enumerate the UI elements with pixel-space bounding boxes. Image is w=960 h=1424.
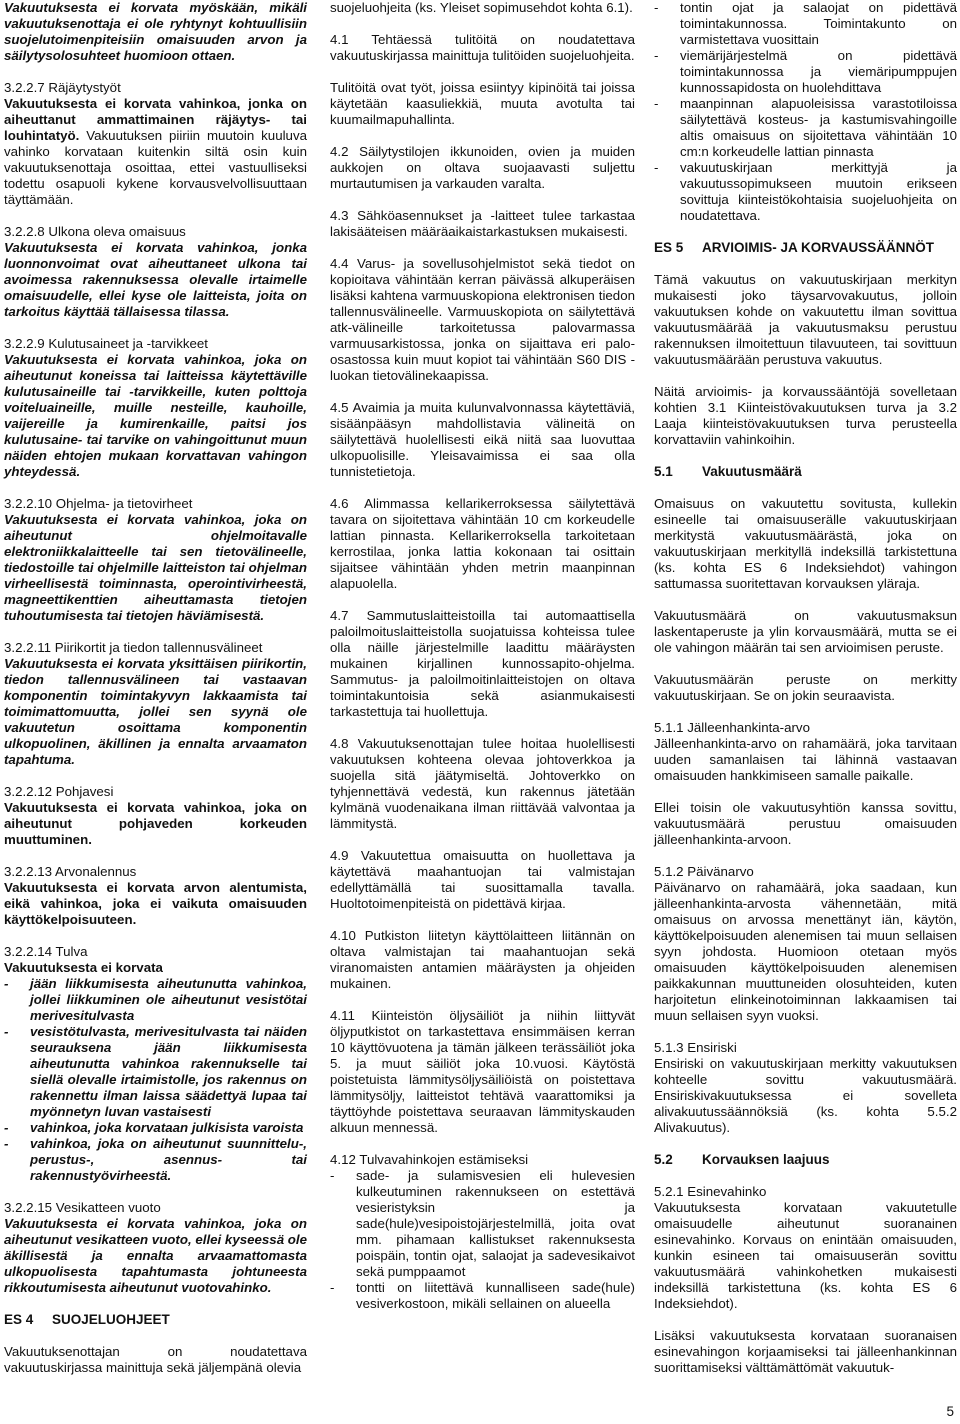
flood-prevention-list — [330, 1168, 635, 1312]
section-bold-text: Vakuutuksesta ei korvata vahinkoa, joka on aiheutunut ohjelmoitavalle elektroniikkalaitteelle tai sen tietovälineelle, tiedostoille tai ohjelmille laitteiston tai ohjelman virheellisestä toiminnasta, operointivirheestä, magneettikenttien aiheuttamasta tietojen tuhoutumisesta tai tietojen häviämisestä. — [4, 512, 307, 623]
es5-heading — [654, 240, 957, 256]
paragraph-4-9: 4.9 Vakuutettua omaisuutta on huollettava ja käytettävä maahantuojan tai valmistajan edellyttämällä tai suosittamalla tavalla. Huoltotoimenpiteistä on pidettävä kirjaa. — [330, 848, 635, 911]
heading-number: 5.1 — [654, 464, 673, 479]
list-item: - tontti on liitettävä kunnalliseen sade(hule) vesiverkostoon, mikäli sellainen on alueella — [330, 1280, 635, 1312]
section-text: Vakuutuksesta korvataan vakuutetulle omaisuudelle aiheutunut suoranainen esinevahinko. Korvaus on enintään omaisuuden, kunkin esineen tai omaisuuserän sovittu vakuutusmäärä vahinkohetken mukaisesti indeksillä tarkistettuna (ks. kohta ES 6 Indeksiehdot). — [654, 1200, 957, 1311]
section-title: 3.2.2.11 Piirikortit ja tiedon tallennusvälineet — [4, 640, 263, 655]
heading-title: Vakuutusmäärä — [702, 464, 802, 479]
paragraph: Vakuutusmäärä on vakuutusmaksun laskentaperuste ja ylin korvausmäärä, mutta se ei ole vahingon määrän tai sen arvioimisen peruste. — [654, 608, 957, 655]
section-5-1-1 — [654, 720, 957, 784]
es4-heading — [4, 1312, 307, 1328]
section-5-1-2 — [654, 864, 957, 1024]
section-3-2-2-8 — [4, 224, 307, 320]
section-3-2-2-7 — [4, 80, 307, 208]
heading-number: ES 5 — [654, 240, 684, 255]
list-item: - viemärijärjestelmä on pidettävä toimintakunnossa ja viemäripumppujen kunnossapidosta on huolehdittava — [654, 48, 957, 96]
paragraph-4-6: 4.6 Alimmassa kellarikerroksessa säilytettävä tavara on sijoitettava vähintään 10 cm korkeudelle lattian pinnasta. Kellarikerroksella tarkoitetaan kerrostilaa, jonka lattia kokonaan tai osittain sijaitsee vähintään yhden metrin maanpinnan alapuolella. — [330, 496, 635, 591]
paragraph-4-5: 4.5 Avaimia ja muita kulunvalvonnassa käytettäviä, sisäänpääsyn mahdollistavia välineitä on säilytettävä huolellisesti eikä niitä saa luovuttaa ulkopuolisille. Yleisavaimissa ei saa olla tunnistetietoja. — [330, 400, 635, 479]
section-3-2-2-15 — [4, 1200, 307, 1296]
flood-prevention-list-continued — [654, 0, 957, 224]
section-5-2-heading — [654, 1152, 957, 1168]
section-bold-text: Vakuutuksesta ei korvata yksittäisen piirikortin, tiedon tallennusvälineen tai vastaavan komponentin toimintakyvyn lakkaamista tai toimimattomuutta, jollei sen syynä ole vakuutetun osoittama komponentin ulkopuolinen, äkillinen ja ennalta arvaamaton tapahtuma. — [4, 656, 307, 767]
heading-number: ES 4 — [4, 1312, 34, 1327]
list-item: - sade- ja sulamisvesien eli hulevesien kulkeutuminen rakennukseen on estettävä vesieristyksin ja sade(hule)vesipoistojärjestelmillä, joita ovat mm. pihamaan kallistukset rakennuksesta poispäin, tontin ojat, salaojat ja sadevesikaivot sekä pumppaamot — [330, 1168, 635, 1280]
section-title: 3.2.2.13 Arvonalennus — [4, 864, 137, 879]
heading-title: ARVIOIMIS- JA KORVAUSSÄÄNNÖT — [702, 240, 935, 255]
heading-title: SUOJELUOHJEET — [52, 1312, 170, 1327]
paragraph: Lisäksi vakuutuksesta korvataan suoranaisen esinevahingon korjaamiseksi tai jälleenhankinnan suorittamiseksi välttämättömät vakuutuk- — [654, 1328, 957, 1375]
paragraph-4-1: 4.1 Tehtäessä tulitöitä on noudatettava vakuutuskirjassa mainittuja tulitöiden suojeluohjeita. — [330, 32, 635, 63]
section-3-2-2-11 — [4, 640, 307, 768]
section-title: 4.12 Tulvavahinkojen estämiseksi — [330, 1152, 529, 1167]
paragraph-4-10: 4.10 Putkiston liitetyn käyttölaitteen liitännän on oltava valmistajan tai maahantuojan sekä viranomaisten antamien määräysten ja ohjeiden mukainen. — [330, 928, 635, 991]
paragraph: Omaisuus on vakuutettu sovitusta, kullekin esineelle tai omaisuuserälle vakuutuskirjaan merkitystä vakuutusmäärästä, joka on vakuutuskirjaan merkityllä indeksillä tarkistettuna (ks. kohta ES 6 Indeksiehdot) vahingon sattumassa suoritettavan korvauksen yläraja. — [654, 496, 957, 591]
heading-title: Korvauksen laajuus — [702, 1152, 830, 1167]
paragraph-4-3: 4.3 Sähköasennukset ja -laitteet tulee tarkastaa lakisääteisen määräaikaistarkastuksen mukaisesti. — [330, 208, 635, 239]
es5-paragraph-1: Tämä vakuutus on vakuutuskirjaan merkityn mukaisesti joko täysarvovakuutus, jolloin vakuutuksen kohde on vakuutettu ilman sovittua vakuutusmäärää ja vakuutusmaksu perustuu rakennuksen ilmoitettuun tilavuuteen, tai sovittuun vakuutusmäärään perustuva vakuutus. — [654, 272, 957, 367]
section-5-1-3 — [654, 1040, 957, 1136]
section-title: 5.2.1 Esinevahinko — [654, 1184, 767, 1199]
es5-paragraph-2: Näitä arvioimis- ja korvaussääntöjä sovelletaan kohtien 3.1 Kiinteistövakuutuksen turva ja 3.2 Laaja kiinteistövakuutuksen turva perusteella korvattaviin vahinkoihin. — [654, 384, 957, 447]
section-bold-text: Vakuutuksesta ei korvata vahinkoa, jonka luonnonvoimat ovat aiheuttaneet ulkona tai avoimessa rakennuksessa olevalle irtaimelle omaisuudelle, ellei kyse ole laitteista, joita on tarkoitus käyttää tällaisessa tilassa. — [4, 240, 307, 319]
list-item: - vahinkoa, joka on aiheutunut suunnittelu-, perustus-, asennus- tai rakennustyövirheestä. — [4, 1136, 307, 1184]
section-4-12 — [330, 1152, 635, 1312]
paragraph-4-7: 4.7 Sammutuslaitteistoilla tai automaattisella paloilmoituslaitteistolla suojatuissa kohteissa tulee olla näille järjestelmille laadittu määräysten mukainen kirjallinen kunnossapito-ohjelma. Sammutus- ja paloilmoitinlaitteistojen on oltava toimintakuntoisia sekä asianmukaisesti tarkastettuja tai huollettuja. — [330, 608, 635, 719]
section-title: 3.2.2.9 Kulutusaineet ja -tarvikkeet — [4, 336, 209, 351]
es4-paragraph: Vakuutuksenottajan on noudatettava vakuutuskirjassa mainittuja sekä jäljempänä olevia — [4, 1344, 307, 1375]
section-bold-text: Vakuutuksesta ei korvata vahinkoa, jonka on aiheuttanut ammattimainen räjäytys- tai louhintatyö. — [4, 96, 307, 143]
section-5-2-1 — [654, 1184, 957, 1312]
list-item: - vakuutuskirjaan merkittyjä ja vakuutussopimukseen muutoin erikseen sovittuja kiinteistökohtaisia suojeluohjeita on noudatettava. — [654, 160, 957, 224]
paragraph: Ellei toisin ole vakuutusyhtiön kanssa sovittu, vakuutusmäärä perustuu omaisuuden jälleenhankinta-arvoon. — [654, 800, 957, 847]
section-title: 5.1.3 Ensiriski — [654, 1040, 737, 1055]
section-3-2-2-9 — [4, 336, 307, 480]
section-title: 3.2.2.7 Räjäytystyöt — [4, 80, 121, 95]
section-title: 5.1.1 Jälleenhankinta-arvo — [654, 720, 810, 735]
section-3-2-2-13 — [4, 864, 307, 928]
paragraph: Vakuutusmäärän peruste on merkitty vakuutuskirjaan. Se on jokin seuraavista. — [654, 672, 957, 703]
section-text: Jälleenhankinta-arvo on rahamäärä, joka tarvitaan uuden samanlaisen tai lähinnä vastaavan omaisuuden hankkimiseen samalle paikalle. — [654, 736, 957, 783]
page-number: 5 — [946, 1404, 954, 1419]
column-left — [4, 0, 307, 1392]
section-bold-text: Vakuutuksesta ei korvata vahinkoa, joka on aiheutunut koneissa tai laitteissa käytettäville kulutusaineille tai -tarvikkeille, kuten polttoja voiteluaineille, muille nesteille, kauhoille, vaijereille ja kumirenkaille, paitsi jos kulutusaine- tai tarvike on vahingoittunut muun näiden ehtojen mukaan korvattavan vahingon yhteydessä. — [4, 352, 307, 479]
section-text: Ensiriski on vakuutuskirjaan merkitty vakuutuksen kohteelle sovittu vakuutusmäärä. Ensiriskivakuutuksessa ei sovelleta alivakuutussäännöksiä (ks. kohta 5.5.2 Alivakuutus). — [654, 1056, 957, 1135]
intro-paragraph: Vakuutuksesta ei korvata myöskään, mikäli vakuutuksenottaja ei ole ryhtynyt kohtuullisiin suojelutoimenpiteisiin omaisuuden arvon ja säilytysolosuhteet huomioon ottaen. — [4, 0, 307, 63]
section-title: 3.2.2.10 Ohjelma- ja tietovirheet — [4, 496, 193, 511]
list-item: - jään liikkumisesta aiheutunutta vahinkoa, jollei liikkuminen ole aiheutunut vesistötai merivesitulvasta — [4, 976, 307, 1024]
column-right — [654, 0, 957, 1392]
paragraph-4-4: 4.4 Varus- ja sovellusohjelmistot sekä tiedot on kopioitava vähintään kerran päivässä alkuperäisen lisäksi kahtena varmuuskopiona elektronisen tiedon tallennusvälineelle. Varmuuskopiota on säilytettävä atk-välineille tarkoitetussa palovarmassa varmuusarkistossa, jonka on sijaittava eri palo-osastossa kuin muut kopiot tai vähintään S60 DIS -luokan tietovälinekaapissa. — [330, 256, 635, 383]
list-item: - vahinkoa, joka korvataan julkisista varoista — [4, 1120, 307, 1136]
section-title: 3.2.2.8 Ulkona oleva omaisuus — [4, 224, 186, 239]
section-3-2-2-14 — [4, 944, 307, 1184]
section-bold-text: Vakuutuksesta ei korvata vahinkoa, joka on aiheutunut vesikatteen vuoto, ellei kyseessä ole äkillisestä ja ennalta arvaamattomasta ulkopuolisesta tapahtumasta johtuneesta rikkoutumisesta aiheutunut vuotovahinko. — [4, 1216, 307, 1295]
section-title: 3.2.2.12 Pohjavesi — [4, 784, 114, 799]
list-item: - tontin ojat ja salaojat on pidettävä toimintakunnossa. Toimintakunto on varmistettava vuosittain — [654, 0, 957, 48]
section-title: 3.2.2.14 Tulva — [4, 944, 88, 959]
paragraph-4-2: 4.2 Säilytystilojen ikkunoiden, ovien ja muiden aukkojen on oltava suojaavasti suljettu murtautumisen ja varkauden varalta. — [330, 144, 635, 191]
section-title: 5.1.2 Päivänarvo — [654, 864, 754, 879]
section-text: Vakuutuksen piiriin muutoin kuuluva vahinko korvataan kuitenkin siltä osin kuin vakuutuksenottaja osoittaa, ettei vastuulliseksi todettu osapuoli kykene korvausvelvollisuuttaan täyttämään. — [4, 128, 307, 207]
section-text: Päivänarvo on rahamäärä, joka saadaan, kun jälleenhankinta-arvosta vähennetään, mitä omaisuus on arvossa menettänyt iän, käytön, käyttökelpoisuuden alenemisen tai muun sellaisen syyn johdosta. Huomioon otetaan myös omaisuuden käyttökelpoisuuden alenemisen paikkakunnan muuttuneiden olosuhteiden, kuten harjoitetun elinkeinotoiminnan lakkaamisen tai muun sellaisen syyn vuoksi. — [654, 880, 957, 1023]
heading-number: 5.2 — [654, 1152, 673, 1167]
section-title: 3.2.2.15 Vesikatteen vuoto — [4, 1200, 161, 1215]
section-3-2-2-12 — [4, 784, 307, 848]
section-bold-text: Vakuutuksesta ei korvata — [4, 960, 163, 975]
tulva-exclusion-list — [4, 976, 307, 1184]
list-item: - maanpinnan alapuoleisissa varastotiloissa säilytettävä kosteus- ja kastumisvahingoille altis omaisuus on sijoitettava vähintään 10 cm:n korkeudelle lattian pinnasta — [654, 96, 957, 160]
section-5-1-heading — [654, 464, 957, 480]
column-middle — [330, 0, 635, 1328]
section-bold-text: Vakuutuksesta ei korvata vahinkoa, joka on aiheutunut pohjaveden korkeuden muuttuminen. — [4, 800, 307, 847]
section-bold-text: Vakuutuksesta ei korvata arvon alentumista, eikä vahinkoa, joka ei vaikuta omaisuuden käyttökelpoisuuteen. — [4, 880, 307, 927]
section-3-2-2-10 — [4, 496, 307, 624]
paragraph-4-11: 4.11 Kiinteistön öljysäiliöt ja niihin liittyvät öljyputkistot on tarkastettava ensimmäisen kerran 10 käyttövuotena ja tämän jälkeen terässäiliöt joka 5. ja muut säiliöt joka 10.vuosi. Käytöstä poistetuista lämmitysöljysäiliöistä on poistettava lämmitysöljy, laitteistot tehtävä vaarattomiksi ja täyttöyhde poistettava seuraavan lämmityskauden alkuun mennessä. — [330, 1008, 635, 1135]
paragraph: Tulitöitä ovat työt, joissa esiintyy kipinöitä tai joissa käytetään kaasuliekkiä, muuta avotulta tai kuumailmapuhallinta. — [330, 80, 635, 127]
list-item: - vesistötulvasta, merivesitulvasta tai näiden seurauksena jään liikkumisesta aiheutunutta vahinkoa rakennukselle tai siellä olevalle irtaimistolle, jos rakennus on rakennettu ilman laissa säädettyä lupaa tai myönnetyn luvan vastaisesti — [4, 1024, 307, 1120]
paragraph-4-8: 4.8 Vakuutuksenottajan tulee hoitaa huolellisesti vakuutuksen kohteena olevaa johtoverkkoa ja suojella sitä jäätymiseltä. Johtoverkko on tyhjennettävä vedestä, kun rakennus jätetään kylmänä vuodenaikana ilman riittävää valvontaa ja lämmitystä. — [330, 736, 635, 831]
paragraph: suojeluohjeita (ks. Yleiset sopimusehdot kohta 6.1). — [330, 0, 633, 15]
